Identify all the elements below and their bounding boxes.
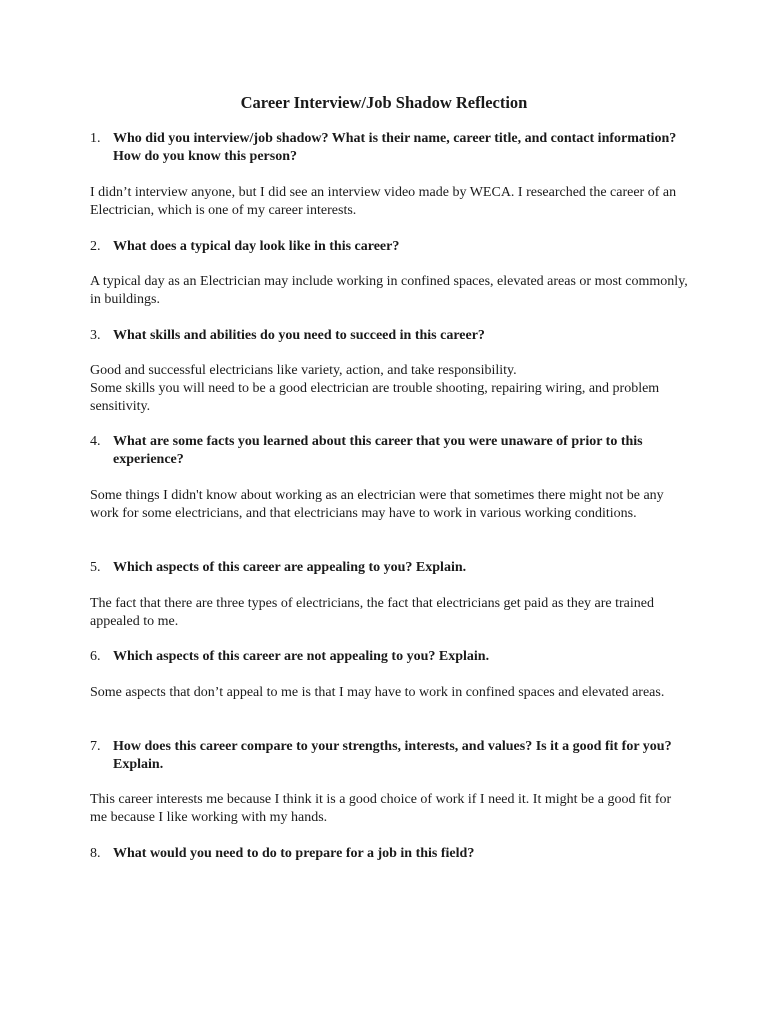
answer-4 xyxy=(90,487,690,523)
question-text: What skills and abilities do you need to succeed in this career? xyxy=(113,328,485,343)
question-number: 1. xyxy=(90,131,101,146)
answer-7 xyxy=(90,791,690,827)
answer-paragraph: I didn’t interview anyone, but I did see an interview video made by WECA. I researched the career of an Electrician, which is one of my career interests. xyxy=(90,185,677,218)
question-text: Who did you interview/job shadow? What is their name, career title, and contact information? How do you know this person? xyxy=(113,131,677,164)
question-number: 7. xyxy=(90,739,101,754)
answer-2 xyxy=(90,273,690,309)
question-8 xyxy=(90,845,690,863)
question-5 xyxy=(90,559,690,577)
answer-paragraph: The fact that there are three types of electricians, the fact that electricians get paid as they are trained appealed to me. xyxy=(90,596,654,629)
question-number: 6. xyxy=(90,649,101,664)
question-6 xyxy=(90,648,690,666)
question-4 xyxy=(90,433,690,469)
question-text: What would you need to do to prepare for a job in this field? xyxy=(113,846,475,861)
answer-1 xyxy=(90,184,690,220)
question-number: 4. xyxy=(90,434,101,449)
answer-paragraph: Some aspects that don’t appeal to me is that I may have to work in confined spaces and elevated areas. xyxy=(90,685,665,700)
answer-3 xyxy=(90,362,690,416)
question-3 xyxy=(90,327,690,345)
question-number: 8. xyxy=(90,846,101,861)
answer-paragraph: A typical day as an Electrician may include working in confined spaces, elevated areas or most commonly, in buildings. xyxy=(90,274,688,307)
question-number: 2. xyxy=(90,239,101,254)
question-2 xyxy=(90,238,690,256)
answer-paragraph: Some skills you will need to be a good electrician are trouble shooting, repairing wiring, and problem sensitivity. xyxy=(90,381,660,414)
question-text: Which aspects of this career are not appealing to you? Explain. xyxy=(113,649,490,664)
question-text: What does a typical day look like in this career? xyxy=(113,239,400,254)
question-text: Which aspects of this career are appealing to you? Explain. xyxy=(113,560,467,575)
question-number: 3. xyxy=(90,328,101,343)
question-text: How does this career compare to your strengths, interests, and values? Is it a good fit for you? Explain. xyxy=(113,739,672,772)
question-7 xyxy=(90,738,690,774)
answer-5 xyxy=(90,595,690,631)
document-title: Career Interview/Job Shadow Reflection xyxy=(240,93,528,112)
question-1 xyxy=(90,130,690,166)
answer-6 xyxy=(90,684,690,702)
answer-paragraph: This career interests me because I think it is a good choice of work if I need it. It might be a good fit for me because I like working with my hands. xyxy=(90,792,672,825)
answer-paragraph: Some things I didn't know about working as an electrician were that sometimes there might not be any work for some electricians, and that electricians may have to work in various working conditions. xyxy=(90,488,664,521)
question-text: What are some facts you learned about this career that you were unaware of prior to this experience? xyxy=(113,434,643,467)
answer-paragraph: Good and successful electricians like variety, action, and take responsibility. xyxy=(90,363,517,378)
question-number: 5. xyxy=(90,560,101,575)
